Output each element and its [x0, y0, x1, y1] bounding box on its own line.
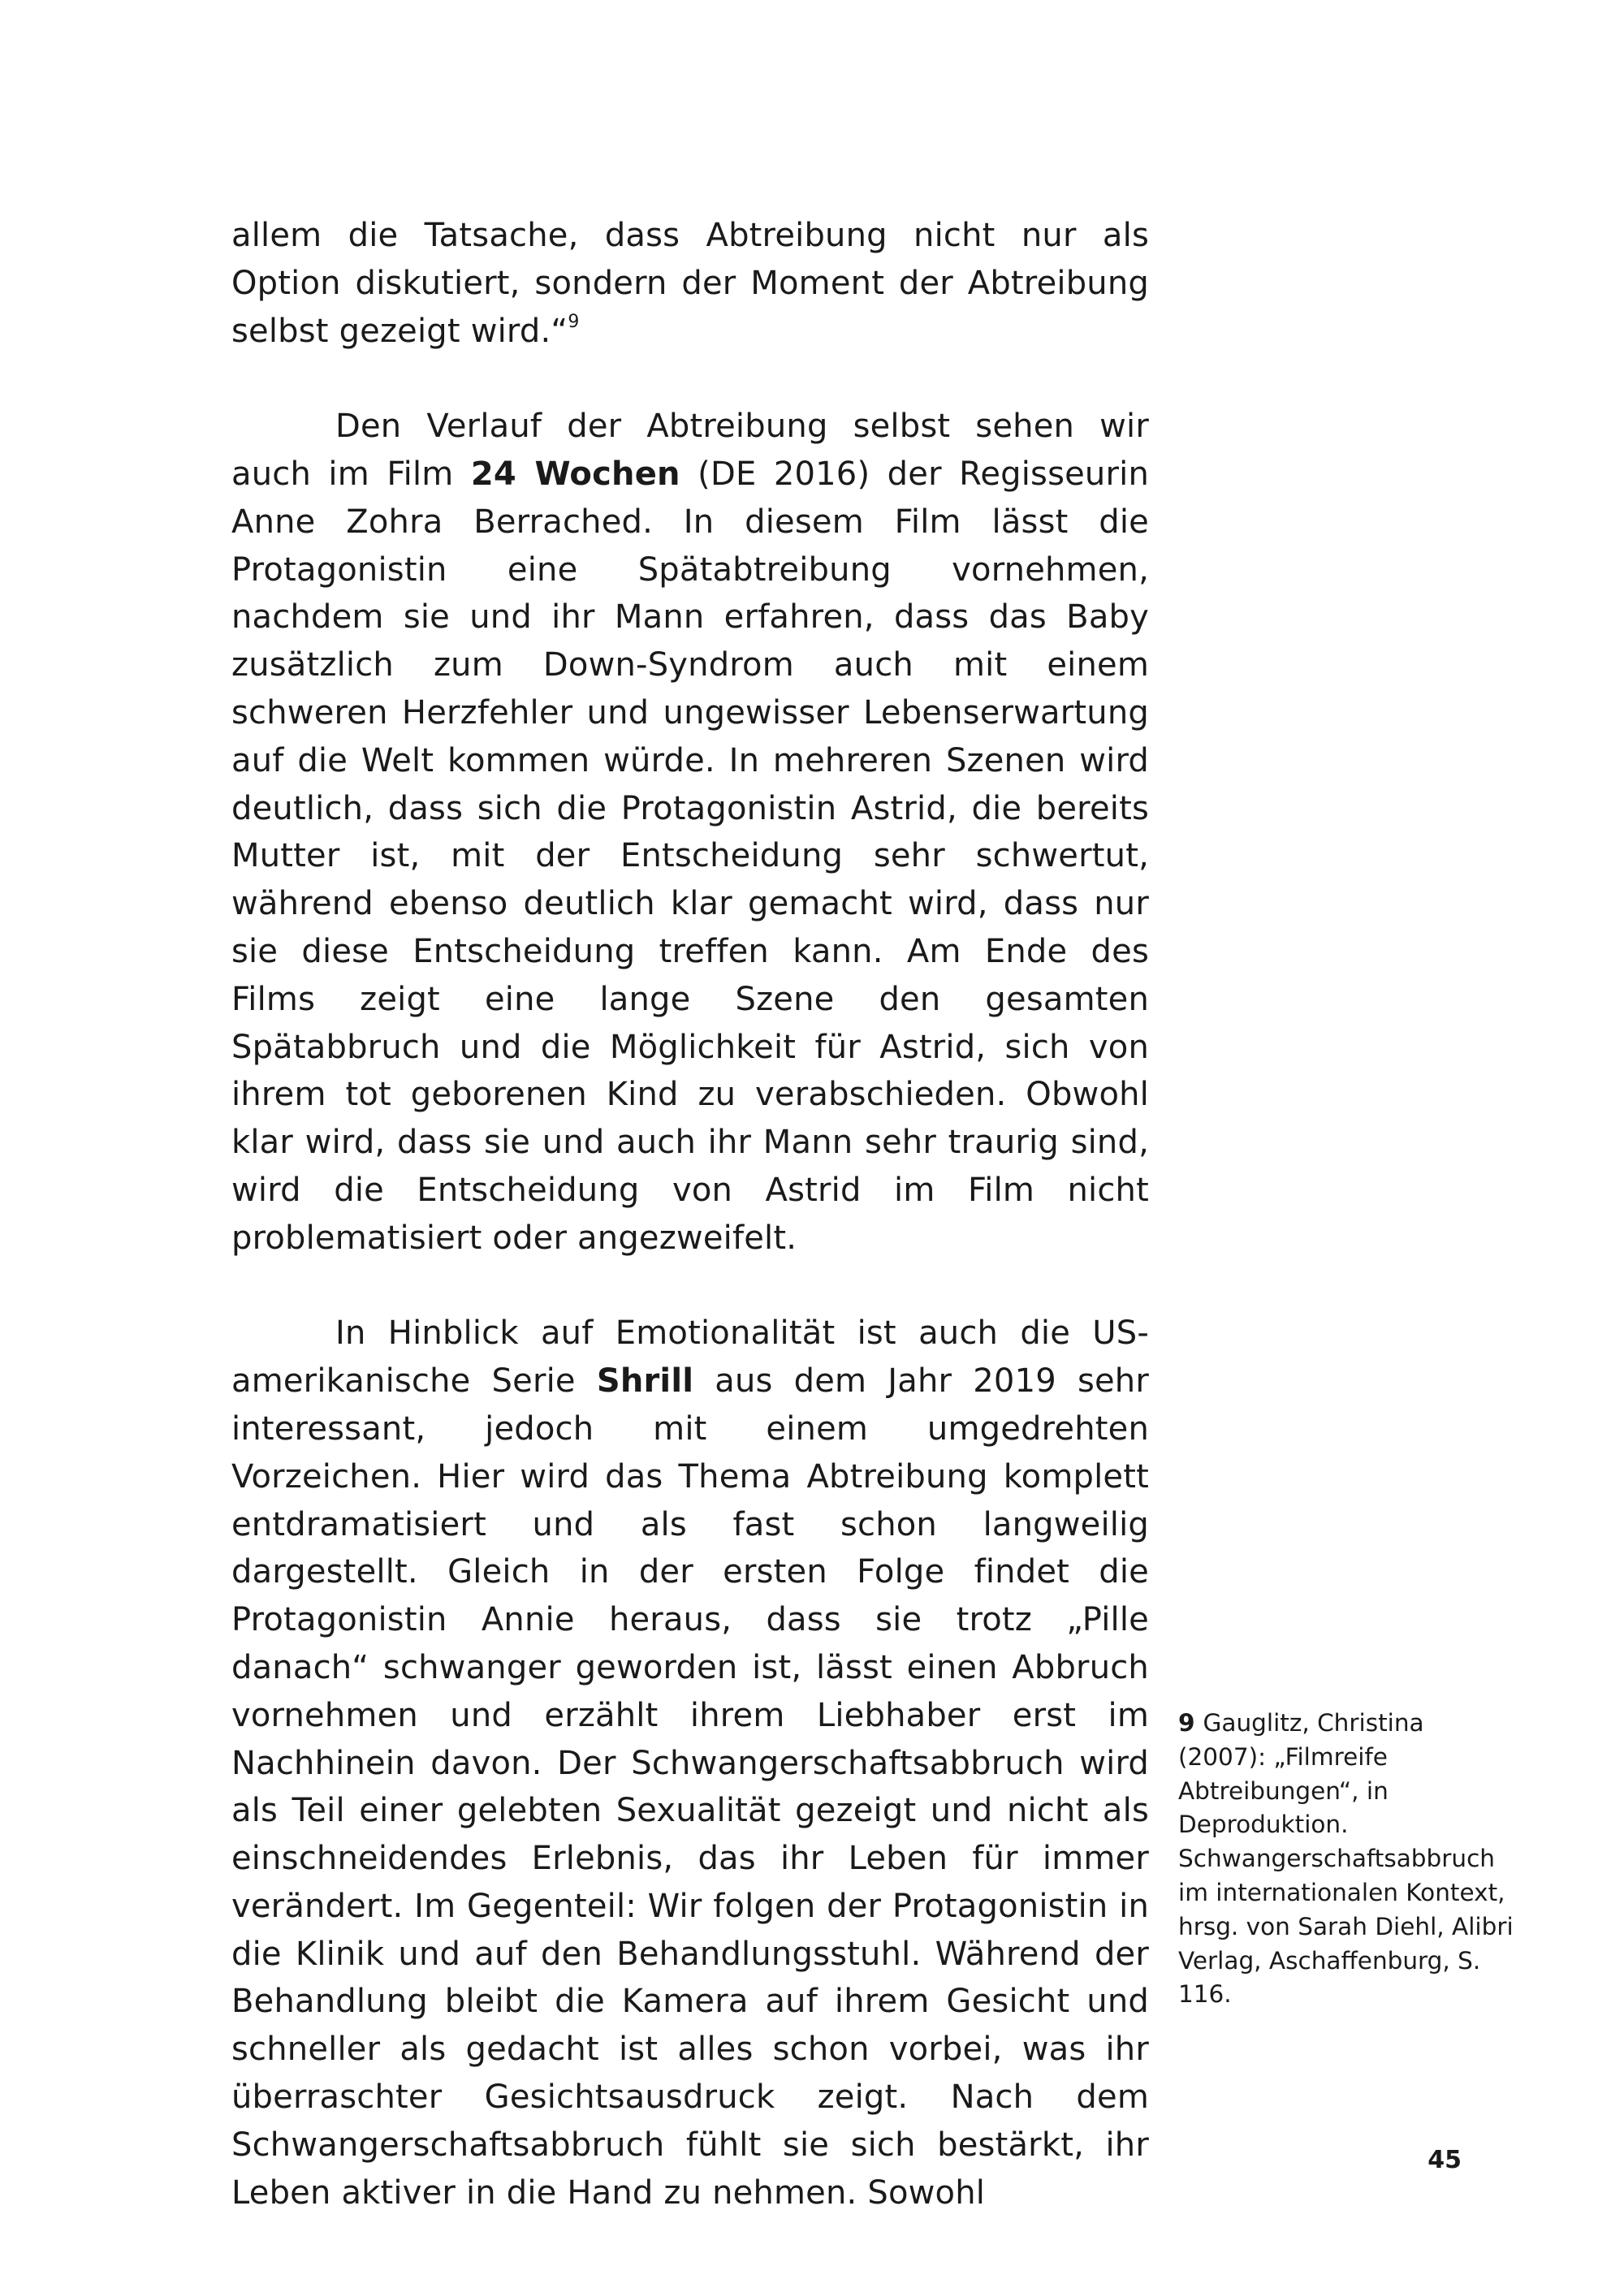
paragraph-3-text-rest: aus dem Jahr 2019 sehr interessant, jedoch mit einem umgedrehten Vorzeichen. Hier wird das Thema Abtreibung komplett entdramatisiert und als fast schon langweilig dargestellt. Gleich in der ersten Folge findet die Protagonistin Annie heraus, dass sie trotz „Pille danach“ schwanger geworden ist, lässt einen Abbruch vornehmen und erzählt ihrem Liebhaber erst im Nachhinein davon. Der Schwangerschaftsabbruch wird als Teil einer gelebten Sexualität gezeigt und nicht als einschneidendes Erlebnis, das ihr Leben für immer verändert. Im Gegenteil: Wir folgen der Protagonistin in die Klinik und auf den Behandlungsstuhl. Während der Behandlung bleibt die Kamera auf ihrem Gesicht und schneller als gedacht ist alles schon vorbei, was ihr überraschter Gesichtsausdruck zeigt. Nach dem Schwangerschaftsabbruch fühlt sie sich bestärkt, ihr Leben aktiver in die Hand zu nehmen. Sowohl: [231, 1362, 1149, 2212]
footnote-reference: 9: [568, 311, 580, 332]
page-number: 45: [1427, 2146, 1462, 2174]
paragraph-2-text-start: Den Verlauf der Abtreibung selbst sehen wir auch im Film: [231, 408, 1149, 493]
series-title-shrill: Shrill: [596, 1362, 694, 1401]
film-title-24-wochen: 24 Wochen: [470, 455, 680, 493]
paragraph-3-text-start: In Hinblick auf Emotionalität ist auch die US-amerikanische Serie: [231, 1314, 1149, 1401]
footnote: [1178, 1707, 1519, 2012]
paragraph-2: [231, 403, 1149, 1262]
main-text-column: [231, 212, 1149, 2216]
paragraph-2-text-rest: (DE 2016) der Regisseurin Anne Zohra Berrached. In diesem Film lässt die Protagonistin eine Spätabtreibung vornehmen, nachdem sie und ihr Mann erfahren, dass das Baby zusätzlich zum Down-Syndrom auch mit einem schweren Herzfehler und ungewisser Lebenserwartung auf die Welt kommen würde. In mehreren Szenen wird deutlich, dass sich die Protagonistin Astrid, die bereits Mutter ist, mit der Entscheidung sehr schwertut, während ebenso deutlich klar gemacht wird, dass nur sie diese Entscheidung treffen kann. Am Ende des Films zeigt eine lange Szene den gesamten Spätabbruch und die Möglichkeit für Astrid, sich von ihrem tot geborenen Kind zu verabschieden. Obwohl klar wird, dass sie und auch ihr Mann sehr traurig sind, wird die Entscheidung von Astrid im Film nicht problematisiert oder angezweifelt.: [231, 455, 1149, 1257]
paragraph-3: [231, 1310, 1149, 2216]
footnote-number: 9: [1178, 1709, 1195, 1737]
paragraph-1: [231, 212, 1149, 355]
footnote-text: Gauglitz, Christina (2007): „Filmreife Abtreibungen“, in Deproduktion. Schwangerschaftsabbruch im internationalen Kontext, hrsg. von Sarah Diehl, Alibri Verlag, Aschaffenburg, S. 116.: [1178, 1709, 1514, 2009]
paragraph-1-text: allem die Tatsache, dass Abtreibung nicht nur als Option diskutiert, sondern der Moment der Abtreibung selbst gezeigt wird.“: [231, 217, 1149, 350]
